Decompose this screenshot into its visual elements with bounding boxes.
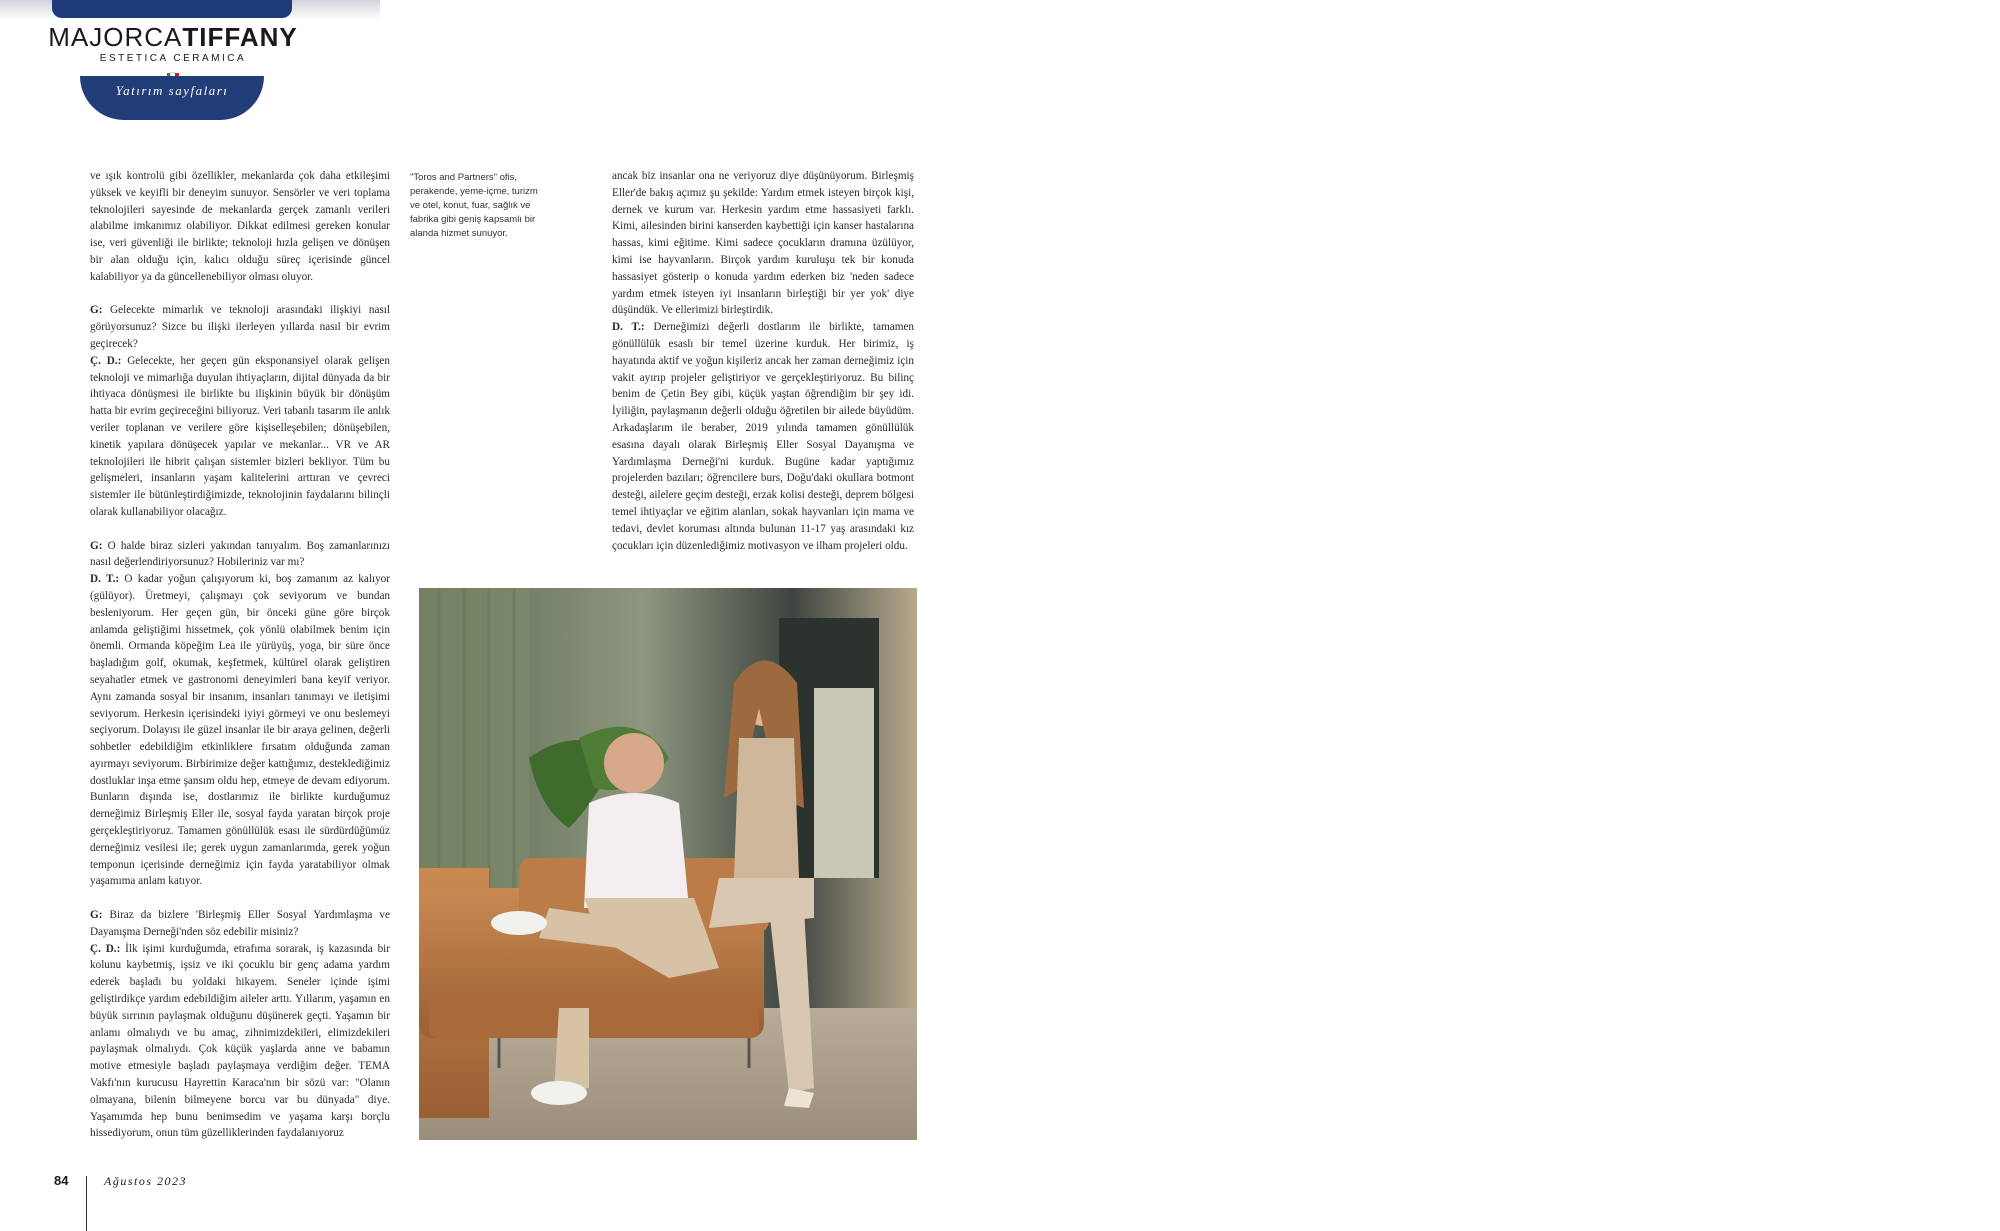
section-badge <box>80 76 264 120</box>
footer-divider <box>86 1176 87 1231</box>
brand-name-light: MAJORCA <box>48 22 183 52</box>
paragraph: ancak biz insanlar ona ne veriyoruz diye düşünüyorum. Birleşmiş Eller'de bakış açımız şu şekilde: Yardım etmek isteyen birçok kişi, dernek ve kurum var. Herkesin yardım etme hassasiyeti farklı. Kimi, ailesinden birini kanserden kaybettiği için kanser hastalarına hassas, kimi eğitime. Kimi sadece çocukların dramına üzülüyor, kimi ise hayvanların. Birçok yardım kuruluşu tek bir konuda hassasiyet gösterip o konuda yardım ederken biz 'neden sadece yardım etmek isteyen iyi insanların birleştiği bir yer yok' diye düşündük. Ve ellerimizi birleştirdik. <box>612 170 914 317</box>
answer-text: Derneğimizi değerli dostlarım ile birlikte, tamamen gönüllülük esaslı bir temel üzerine kurduk. Her birimiz, iş hayatında aktif ve yoğun kişileriz ancak her zaman derneğimiz için vakit ayırıp projeler geliştiriyor ve gerçekleştiriyoruz. Bu bilinç benim de Çetin Bey gibi, küçük yaştan öğrendiğim bir şey idi. İyiliğin, paylaşmanın değerli olduğu öğretilen bir ailede büyüdüm. Arkadaşlarım ile beraber, 2019 yılında tamamen gönüllülük esasına dayalı olarak Birleşmiş Eller Sosyal Dayanışma ve Yardımlaşma Derneği'ni kurduk. Bugüne kadar yaptığımız projelerden bazıları; öğrencilere burs, Doğu'daki okullara botmont desteği, ailelere geçim desteği, erzak kolisi desteği, deprem bölgesi temel ihtiyaçlar ve eğitim alanları, sokak hayvanları için mama ve tedavi, devlet koruması altında bulunan 11-17 yaş arasındaki kız çocukları için düzenlediğimiz motivasyon ve ilham projeleri oldu. <box>612 321 915 552</box>
answer-text: O kadar yoğun çalışıyorum ki, boş zamanım az kalıyor (gülüyor). Üretmeyi, çalışmayı çok seviyorum ve bundan besleniyorum. Her geçen gün, bir önceki güne göre birçok anlamda geliştiğimi hissetmek, çok yönlü olabilmek benim için önemli. Ormanda köpeğim Lea ile yürüyüş, yoga, bir süre önce başladığım golf, okumak, keşfetmek, kültürel olarak geliştiren seyahatler etmek ve gastronomi deneyimleri bana keyif veriyor. Aynı zamanda sosyal bir insanım, insanları tanımayı ve iletişimi seviyorum. Herkesin içerisindeki iyiyi görmeyi ve onu beslemeyi seçiyorum. Dolayısı ile güzel insanlar ile bir araya gelinen, değerli sohbetler edebildiğim etkinliklere fırsatım olduğunda zaman ayırmayı seviyorum. Birbirimize değer kattığımız, desteklediğimiz dostluklar inşa etme şansım oldu hep, etmeye de devam ediyorum. Bunların dışında ise, dostlarımız ile birlikte kurduğumuz derneğimiz Birleşmiş Eller ile, sosyal fayda yaratan birçok proje gerçekleştiriyoruz. Tamamen gönüllülük esası ile sürdürdüğümüz derneğimiz vesilesi ile; gerek uygun zamanlarımda, gerek yoğun temponun içerisinde derneğimiz için fayda yaratabiliyor olmak yaşamıma anlam katıyor. <box>90 573 390 888</box>
photo-illustration <box>419 588 917 1140</box>
question-text: O halde biraz sizleri yakından tanıyalım. Boş zamanlarınızı nasıl değerlendiriyorsunuz? Hobileriniz var mı? <box>90 539 390 569</box>
speaker-label: Ç. D.: <box>90 942 121 955</box>
header-navy-tab <box>52 0 292 18</box>
page-number: 84 <box>54 1173 69 1188</box>
answer <box>90 571 390 890</box>
photo-caption: "Toros and Partners" ofis, perakende, yeme-içme, turizm ve otel, konut, fuar, sağlık ve fabrika gibi geniş kapsamlı bir alanda hizmet sunuyor. <box>410 172 538 239</box>
question-text: Biraz da bizlere 'Birleşmiş Eller Sosyal Yardımlaşma ve Dayanışma Derneği'nden söz edebilir misiniz? <box>90 909 390 938</box>
issue-date: Ağustos 2023 <box>104 1174 188 1188</box>
interview-photo <box>419 588 917 1140</box>
question <box>90 907 390 941</box>
paragraph: ve ışık kontrolü gibi özellikler, mekanlarda çok daha etkileşimi yüksek ve keyifli bir deneyim sunuyor. Sensörler ve veri toplama teknolojileri sayesinde de mekanlarda gerçek zamanlı verileri alabilme imkanımız olabiliyor. Dikkat edilmesi gereken konular ise, veri güvenliği ile birlikte; teknoloji hızla gelişen ve dönüşen bir alan olduğu için, kalıcı olduğu süreç içerisinde güncel kalabiliyor ya da güncellenebiliyor olması oluyor. <box>90 170 390 283</box>
speaker-label: G: <box>90 304 103 317</box>
answer <box>612 319 914 554</box>
question <box>90 538 390 572</box>
speaker-label: G: <box>90 539 103 552</box>
answer-text: İlk işimi kurduğumda, etrafıma sorarak, iş kazasında bir kolunu kaybetmiş, işsiz ve iki çocuklu bir genç adama yardım ederek başladı bu yoldaki hikayem. Seneler içinde işimi geliştirdikçe yardım edebildiğim aileler arttı. Yıllarım, yaşamın en büyük sırrının paylaşmak olduğunu düşünerek geçti. Yaşamın bir anlamı olmalıydı ve bu amaç, zihnimizdekileri, elimizdekileri paylaşmak olmalıydı. Çok küçük yaşlarda anne ve babamın motive etmesiyle başladı paylaşmaya verdiğim değer. TEMA Vakfı'nın kurucusu Hayrettin Karaca'nın bir sözü var: "Olanın olmayana, bilenin bilmeyene borcu var bu dünyada" diye. Yaşamımda hep bunu benimsedim ve yaşama karşı borçlu hissediyorum, onun tüm güzelliklerinden faydalanıyoruz <box>90 942 391 1140</box>
speaker-label: Ç. D.: <box>90 354 122 367</box>
speaker-label: D. T.: <box>612 321 645 334</box>
question <box>90 302 390 352</box>
answer-text: Gelecekte, her geçen gün eksponansiyel olarak gelişen teknoloji ve mimarlığa duyulan ihtiyaçların, dijital dünyada da bir ihtiyaca dönüşmesi ile birlikte bu ilişkinin büyük bir dönüşüm hatta bir evrim geçireceğini biliyoruz. Veri tabanlı tasarım ile anlık veriler toplanan ve verilere göre kişiselleşebilen; dönüşebilen, kinetik yapılara dönüşecek yapılar ve mekanlar... VR ve AR teknolojileri ile hibrit çalışan sistemler bizleri bekliyor. Tüm bu gelişmeleri, insanların yaşam kalitelerini arttıran ve çevreci sistemler ile bütünleştirdiğimizde, teknolojinin faydalarını bilinçli olarak kullanabiliyor olacağız. <box>90 354 390 518</box>
question-text: Gelecekte mimarlık ve teknoloji arasındaki ilişkiyi nasıl görüyorsunuz? Sizce bu ilişki ilerleyen yıllarda nasıl bir evrim geçirecek? <box>90 304 390 350</box>
speaker-label: G: <box>90 909 103 922</box>
brand-logo <box>48 22 298 82</box>
section-label: Yatırım sayfaları <box>115 83 229 98</box>
brand-wordmark <box>48 22 298 52</box>
answer <box>90 353 390 521</box>
article-column-right <box>612 168 914 554</box>
speaker-label: D. T.: <box>90 573 120 586</box>
article-column-left <box>90 168 390 1142</box>
brand-name-bold: TIFFANY <box>182 22 298 52</box>
brand-tagline: ESTETICA CERAMICA <box>99 53 247 64</box>
answer <box>90 941 390 1143</box>
